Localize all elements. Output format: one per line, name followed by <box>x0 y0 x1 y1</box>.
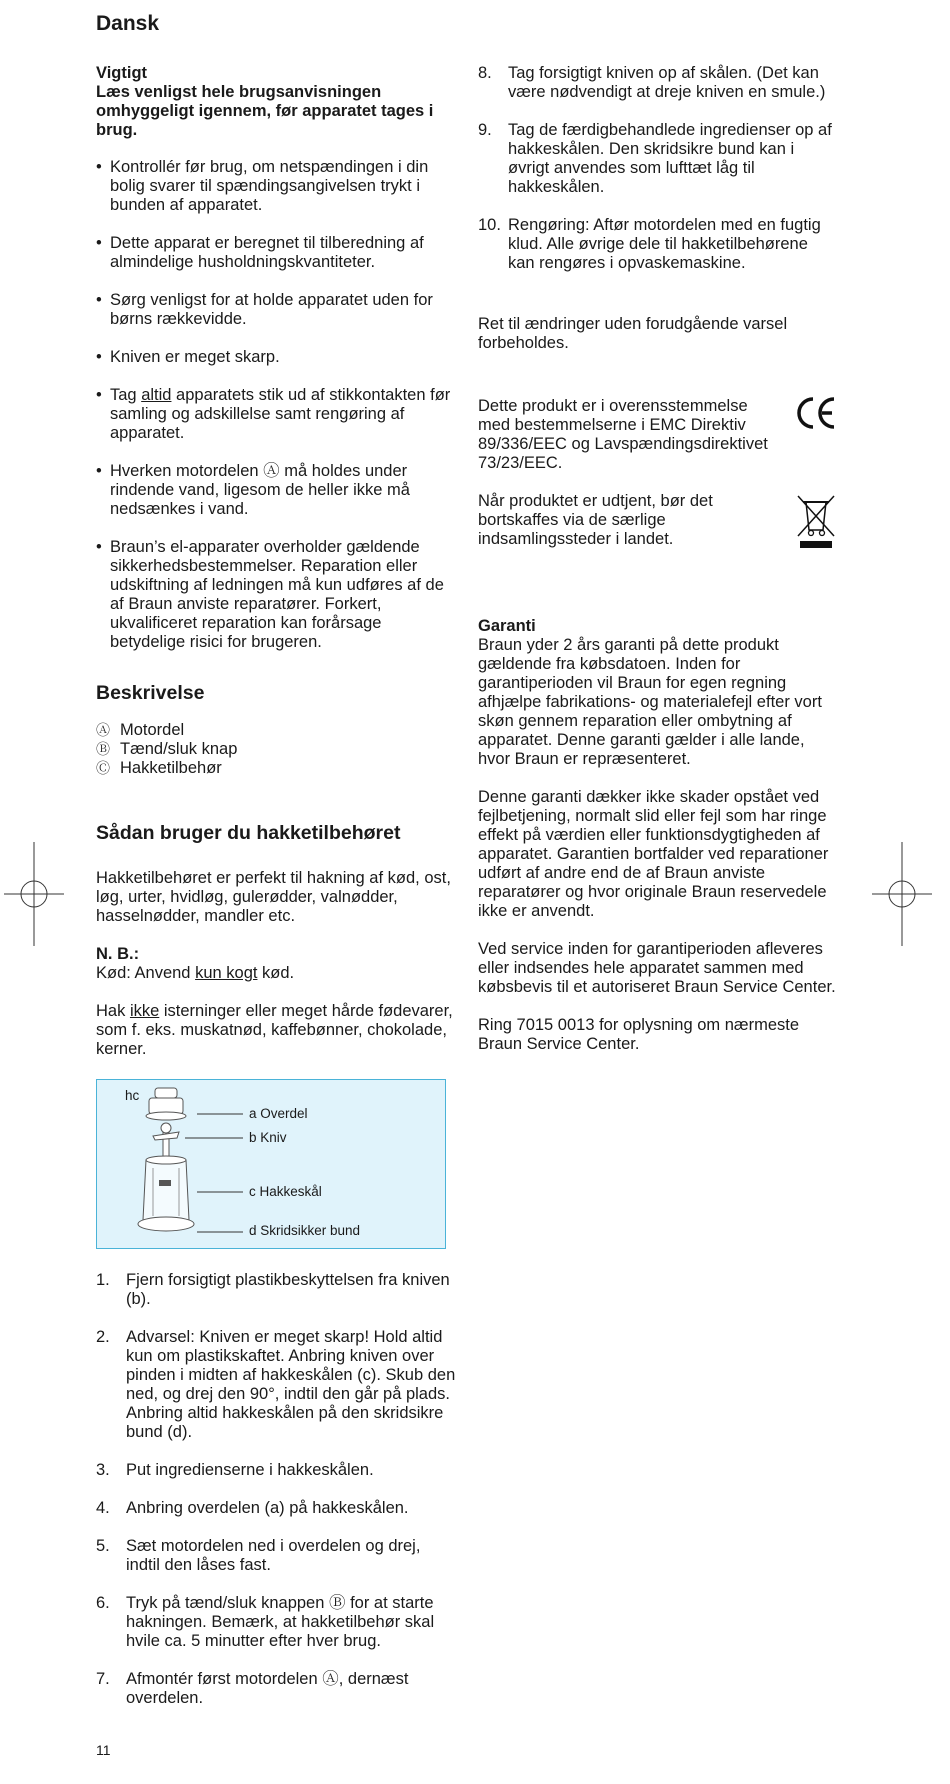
disposal-text: Når produktet er udtjent, bør det bortskaffes via de særlige indsamlingssteder i landet. <box>478 492 713 548</box>
warranty-paragraph: Denne garanti dækker ikke skader opstået ved fejlbetjening, normalt slid eller fejl som har ringe effekt på værdien eller funktionsdygtigheden af apparatet. Garantien bortfalder ved reparationer udført af andre end de af Braun anviste reparatører og hvor originale Braun reservedele ikke er anvendt. <box>478 788 829 920</box>
safety-item: • Dette apparat er beregnet til tilberedning af almindelige husholdningskvantiteter. <box>96 234 456 272</box>
description-item: Ⓒ Hakketilbehør <box>96 759 222 777</box>
diagram-label-b: b Kniv <box>249 1130 287 1145</box>
description-title: Beskrivelse <box>96 682 205 704</box>
step-item: 9. Tag de færdigbehandlede ingredienser op af hakkeskålen. Den skridsikre bund kan i øvrigt anvendes som lufttæt låg til hakkeskålen. <box>478 121 832 196</box>
warranty-paragraph: Braun yder 2 års garanti på dette produkt gældende fra købsdatoen. Inden for garantiperioden vil Braun for egen regning afhjælpe fabrikations- og materialefejl efter vort skøn gennem reparation eller ombytning af apparatet. Denne garanti gælder i alle lande, hvor Braun er repræsenteret. <box>478 636 822 768</box>
usage-intro: Hakketilbehøret er perfekt til hakning af kød, ost, løg, urter, hvidløg, gulerødder, valnødder, hasselnødder, mandler etc. <box>96 869 451 925</box>
step-item: 10. Rengøring: Aftør motordelen med en fugtig klud. Alle øvrige dele til hakketilbehørene kan rengøres i opvaskemaskine. <box>478 216 821 272</box>
emc-row <box>478 397 838 473</box>
nb-text: Kød: Anvend kun kogt kød. <box>96 964 295 982</box>
emc-text: Dette produkt er i overensstemmelse med bestemmelserne i EMC Direktiv 89/336/EEC og Lavspændingsdirektivet 73/23/EEC. <box>478 397 768 472</box>
safety-item: • Hverken motordelen Ⓐ må holdes under rindende vand, ligesom de heller ikke må nedsænkes i vand. <box>96 462 456 519</box>
steps-list-right <box>478 64 838 273</box>
step-item: 1. Fjern forsigtigt plastikbeskyttelsen fra kniven (b). <box>96 1271 450 1308</box>
safety-item: • Braun’s el-apparater overholder gældende sikkerhedsbestemmelser. Reparation eller udskiftning af ledningen må kun udføres af de af Braun anviste reparatører. Forkert, ukvalificeret reparation kan forårsage betydelige risici for brugeren. <box>96 538 456 652</box>
safety-list <box>96 158 456 652</box>
step-item: 8. Tag forsigtigt kniven op af skålen. (Det kan være nødvendigt at dreje kniven en smule.) <box>478 64 826 101</box>
crop-mark-right <box>872 842 932 946</box>
crop-mark-left <box>4 842 64 946</box>
warranty-paragraph: Ring 7015 0013 for oplysning om nærmeste Braun Service Center. <box>478 1016 800 1053</box>
steps-list-left <box>96 1271 456 1708</box>
important-title: Vigtigt <box>96 64 148 82</box>
diagram-label-a: a Overdel <box>249 1106 308 1121</box>
usage-title: Sådan bruger du hakketilbehøret <box>96 822 401 844</box>
language-heading: Dansk <box>96 12 160 35</box>
hak-text: Hak ikke isterninger eller meget hårde fødevarer, som f. eks. muskatnød, kaffebønner, chokolade, kerner. <box>96 1002 453 1058</box>
step-item: 5. Sæt motordelen ned i overdelen og drej, indtil den låses fast. <box>96 1537 421 1574</box>
description-item: Ⓑ Tænd/sluk knap <box>96 740 238 758</box>
changes-note: Ret til ændringer uden forudgående varsel forbeholdes. <box>478 315 788 352</box>
step-item: 4. Anbring overdelen (a) på hakkeskålen. <box>96 1499 409 1517</box>
safety-item: • Kontrollér før brug, om netspændingen i din bolig svarer til spændingsangivelsen trykt i bunden af apparatet. <box>96 158 456 215</box>
nb-title: N. B.: <box>96 945 140 963</box>
ce-mark-icon <box>794 393 838 473</box>
safety-item: • Kniven er meget skarp. <box>96 348 456 367</box>
safety-item: • Sørg venligst for at holde apparatet uden for børns rækkevidde. <box>96 291 456 329</box>
diagram-code: hc <box>125 1088 140 1103</box>
right-column <box>478 64 838 1054</box>
description-list <box>96 721 456 778</box>
step-item: 3. Put ingredienserne i hakkeskålen. <box>96 1461 374 1479</box>
step-item: 7. Afmontér først motordelen Ⓐ, dernæst overdelen. <box>96 1670 409 1707</box>
diagram-label-d: d Skridsikker bund <box>249 1223 361 1238</box>
page-number: 11 <box>96 1742 111 1758</box>
parts-diagram <box>96 1079 446 1249</box>
disposal-row <box>478 492 838 555</box>
left-column <box>96 12 456 1727</box>
crossed-out-wheelie-bin-icon <box>794 492 838 555</box>
important-intro: Læs venligst hele brugsanvisningen omhyggeligt igennem, før apparatet tages i brug. <box>96 83 434 139</box>
warranty-paragraph: Ved service inden for garantiperioden afleveres eller indsendes hele apparatet sammen med købsbevis til et autoriseret Braun Service Center. <box>478 940 836 996</box>
step-item: 6. Tryk på tænd/sluk knappen Ⓑ for at starte hakningen. Bemærk, at hakketilbehør skal hvile ca. 5 minutter efter hver brug. <box>96 1594 435 1650</box>
description-item: Ⓐ Motordel <box>96 721 185 739</box>
safety-item: • Tag altid apparatets stik ud af stikkontakten før samling og adskillelse samt rengøring af apparatet. <box>96 386 456 443</box>
step-item: 2. Advarsel: Kniven er meget skarp! Hold altid kun om plastikskaftet. Anbring kniven over pinden i midten af hakkeskålen (c). Skub den ned, og drej den 90°, indtil den går på plads. Anbring altid hakkeskålen på den skridsikre bund (d). <box>96 1328 456 1441</box>
warranty-title: Garanti <box>478 617 536 635</box>
diagram-label-c: c Hakkeskål <box>249 1184 322 1199</box>
